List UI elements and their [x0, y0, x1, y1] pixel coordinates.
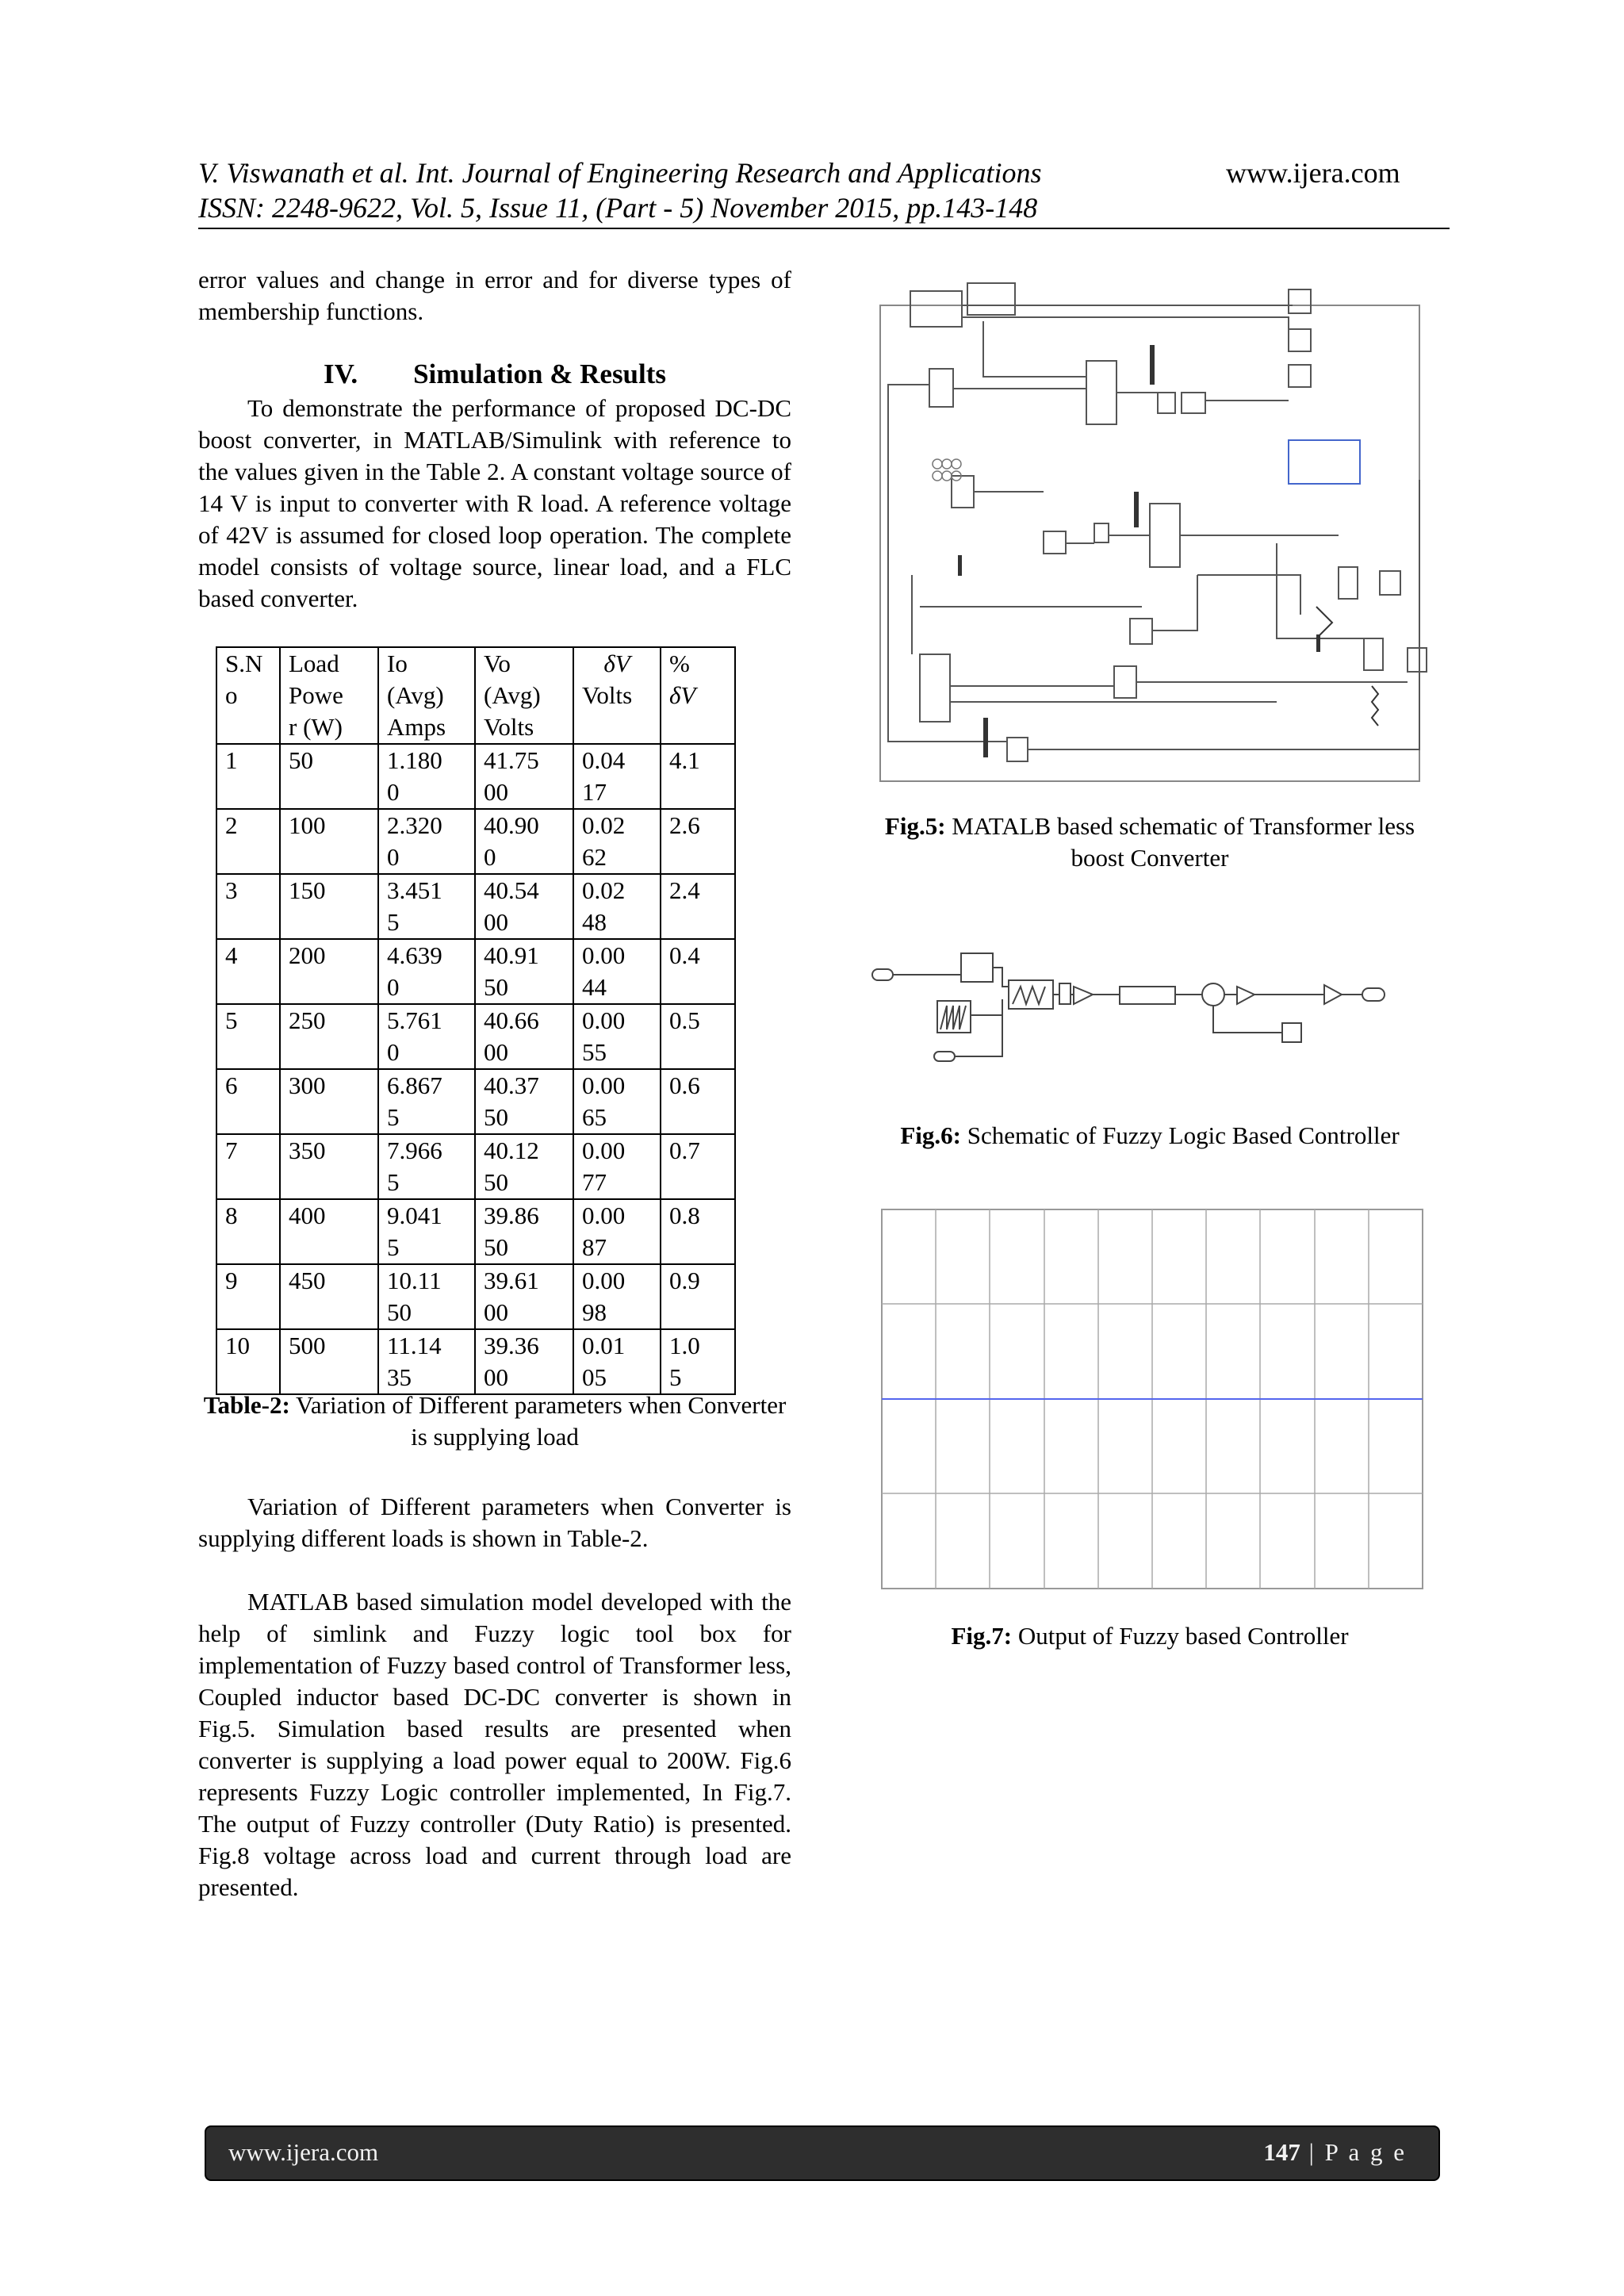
table-caption-text: Variation of Different parameters when Converter is supplying load — [295, 1391, 787, 1451]
table-cell: 0.02 62 — [573, 809, 661, 874]
table-cell: 400 — [280, 1199, 378, 1264]
table-cell: 41.75 00 — [475, 744, 573, 809]
table-header-cell: S.N o — [216, 647, 280, 744]
table-cell: 39.36 00 — [475, 1329, 573, 1394]
table-row — [216, 1069, 735, 1134]
table-cell: 250 — [280, 1004, 378, 1069]
table-cell: 11.14 35 — [378, 1329, 475, 1394]
fig6-label: Fig.6: — [900, 1121, 961, 1149]
table-cell: 0.00 77 — [573, 1134, 661, 1199]
table-cell: 5.761 0 — [378, 1004, 475, 1069]
table-cell: 7 — [216, 1134, 280, 1199]
fig6-caption-text: Schematic of Fuzzy Logic Based Controller — [967, 1121, 1400, 1149]
journal-header-line2: ISSN: 2248-9622, Vol. 5, Issue 11, (Part - 5) November 2015, pp.143-148 — [198, 192, 1038, 224]
fig6-caption — [856, 1120, 1443, 1152]
paragraph-matlab-model: MATLAB based simulation model developed with the help of simlink and Fuzzy logic tool box for implementation of Fuzzy based control of Transformer less, Coupled inductor based DC-DC converter is shown in Fig.5. Simulation based results are presented when converter is supplying a load power equal to 200W. Fig.6 represents Fuzzy Logic controller implemented, In Fig.7. The output of Fuzzy controller (Duty Ratio) is presented. Fig.8 voltage across load and current through load are presented. — [198, 1588, 791, 1901]
table-cell: 350 — [280, 1134, 378, 1199]
table-cell: 50 — [280, 744, 378, 809]
table-cell: 0.02 48 — [573, 874, 661, 939]
table-cell: 10.11 50 — [378, 1264, 475, 1329]
table-cell: 4.639 0 — [378, 939, 475, 1004]
table-row — [216, 1264, 735, 1329]
table-cell: 6.867 5 — [378, 1069, 475, 1134]
table-cell: 5 — [216, 1004, 280, 1069]
table-cell: 150 — [280, 874, 378, 939]
table-cell: 2.4 — [661, 874, 735, 939]
table-cell: 0.6 — [661, 1069, 735, 1134]
table-header-cell: δV Volts — [573, 647, 661, 744]
table-cell: 40.37 50 — [475, 1069, 573, 1134]
table-cell: 2.320 0 — [378, 809, 475, 874]
table-cell: 1.180 0 — [378, 744, 475, 809]
table-cell: 40.54 00 — [475, 874, 573, 939]
table-cell: 2.6 — [661, 809, 735, 874]
table-header-cell: Io (Avg) Amps — [378, 647, 475, 744]
section-heading — [198, 357, 791, 392]
page-number: 147 — [1263, 2138, 1300, 2166]
table-cell: 1 — [216, 744, 280, 809]
table-cell: 40.66 00 — [475, 1004, 573, 1069]
table-cell: 40.91 50 — [475, 939, 573, 1004]
table-cell: 0.5 — [661, 1004, 735, 1069]
table-cell: 3.451 5 — [378, 874, 475, 939]
table-cell: 450 — [280, 1264, 378, 1329]
table-cell: 0.00 44 — [573, 939, 661, 1004]
fig7-caption-text: Output of Fuzzy based Controller — [1017, 1622, 1349, 1650]
table-row — [216, 744, 735, 809]
page-footer — [205, 2125, 1440, 2181]
table-row — [216, 1199, 735, 1264]
fig5-label: Fig.5: — [884, 812, 946, 840]
table-cell: 100 — [280, 809, 378, 874]
table-row — [216, 1329, 735, 1394]
table-header-cell: Vo (Avg) Volts — [475, 647, 573, 744]
section-number: IV. — [323, 358, 358, 389]
table-cell: 1.0 5 — [661, 1329, 735, 1394]
footer-website: www.ijera.com — [228, 2138, 379, 2166]
table-caption-label: Table-2: — [203, 1391, 290, 1419]
fig5-caption — [856, 811, 1443, 874]
intro-paragraph: error values and change in error and for diverse types of membership functions. — [198, 266, 791, 325]
section-title: Simulation & Results — [413, 358, 667, 389]
table-cell: 6 — [216, 1069, 280, 1134]
fig7-caption — [856, 1620, 1443, 1652]
table-cell: 500 — [280, 1329, 378, 1394]
table-cell: 9.041 5 — [378, 1199, 475, 1264]
fig5-simulink-schematic — [864, 274, 1435, 793]
header-rule — [198, 228, 1450, 229]
table-cell: 7.966 5 — [378, 1134, 475, 1199]
table-cell: 0.7 — [661, 1134, 735, 1199]
table-cell: 40.12 50 — [475, 1134, 573, 1199]
journal-website: www.ijera.com — [1226, 157, 1400, 189]
fig6-fuzzy-controller-schematic — [858, 936, 1413, 1083]
table-cell: 10 — [216, 1329, 280, 1394]
table-header-row — [216, 647, 735, 744]
table-cell: 39.61 00 — [475, 1264, 573, 1329]
fig7-duty-ratio-plot — [858, 1194, 1437, 1610]
table-cell: 0.8 — [661, 1199, 735, 1264]
table-cell: 0.00 65 — [573, 1069, 661, 1134]
fig7-label: Fig.7: — [951, 1622, 1013, 1650]
table-cell: 4.1 — [661, 744, 735, 809]
table-cell: 9 — [216, 1264, 280, 1329]
table-cell: 3 — [216, 874, 280, 939]
table-row — [216, 809, 735, 874]
table-row — [216, 1134, 735, 1199]
table-cell: 0.00 55 — [573, 1004, 661, 1069]
paragraph-simulation-intro: To demonstrate the performance of proposed DC-DC boost converter, in MATLAB/Simulink with reference to the values given in the Table 2. A constant voltage source of 14 V is input to converter with R load. A reference voltage of 42V is assumed for closed loop operation. The complete model consists of voltage source, linear load, and a FLC based converter. — [198, 394, 791, 612]
results-table — [216, 646, 736, 1395]
table-cell: 40.90 0 — [475, 809, 573, 874]
table-header-cell: % δV — [661, 647, 735, 744]
table-cell: 2 — [216, 809, 280, 874]
table-body — [216, 744, 735, 1394]
table-row — [216, 939, 735, 1004]
table-row — [216, 874, 735, 939]
page-label: | P a g e — [1300, 2138, 1407, 2166]
footer-page-indicator — [1263, 2137, 1407, 2168]
table-cell: 200 — [280, 939, 378, 1004]
table-cell: 8 — [216, 1199, 280, 1264]
table-cell: 39.86 50 — [475, 1199, 573, 1264]
table-cell: 0.00 87 — [573, 1199, 661, 1264]
table-caption — [198, 1389, 791, 1453]
table-cell: 0.00 98 — [573, 1264, 661, 1329]
table-cell: 300 — [280, 1069, 378, 1134]
paragraph-variation: Variation of Different parameters when Converter is supplying different loads is shown in Table-2. — [198, 1493, 791, 1552]
fig5-caption-text: MATALB based schematic of Transformer less boost Converter — [952, 812, 1415, 872]
table-header-cell: Load Powe r (W) — [280, 647, 378, 744]
table-cell: 0.4 — [661, 939, 735, 1004]
table-cell: 0.04 17 — [573, 744, 661, 809]
journal-header-line1: V. Viswanath et al. Int. Journal of Engineering Research and Applications — [198, 157, 1042, 189]
table-row — [216, 1004, 735, 1069]
table-cell: 0.01 05 — [573, 1329, 661, 1394]
table-cell: 0.9 — [661, 1264, 735, 1329]
table-cell: 4 — [216, 939, 280, 1004]
